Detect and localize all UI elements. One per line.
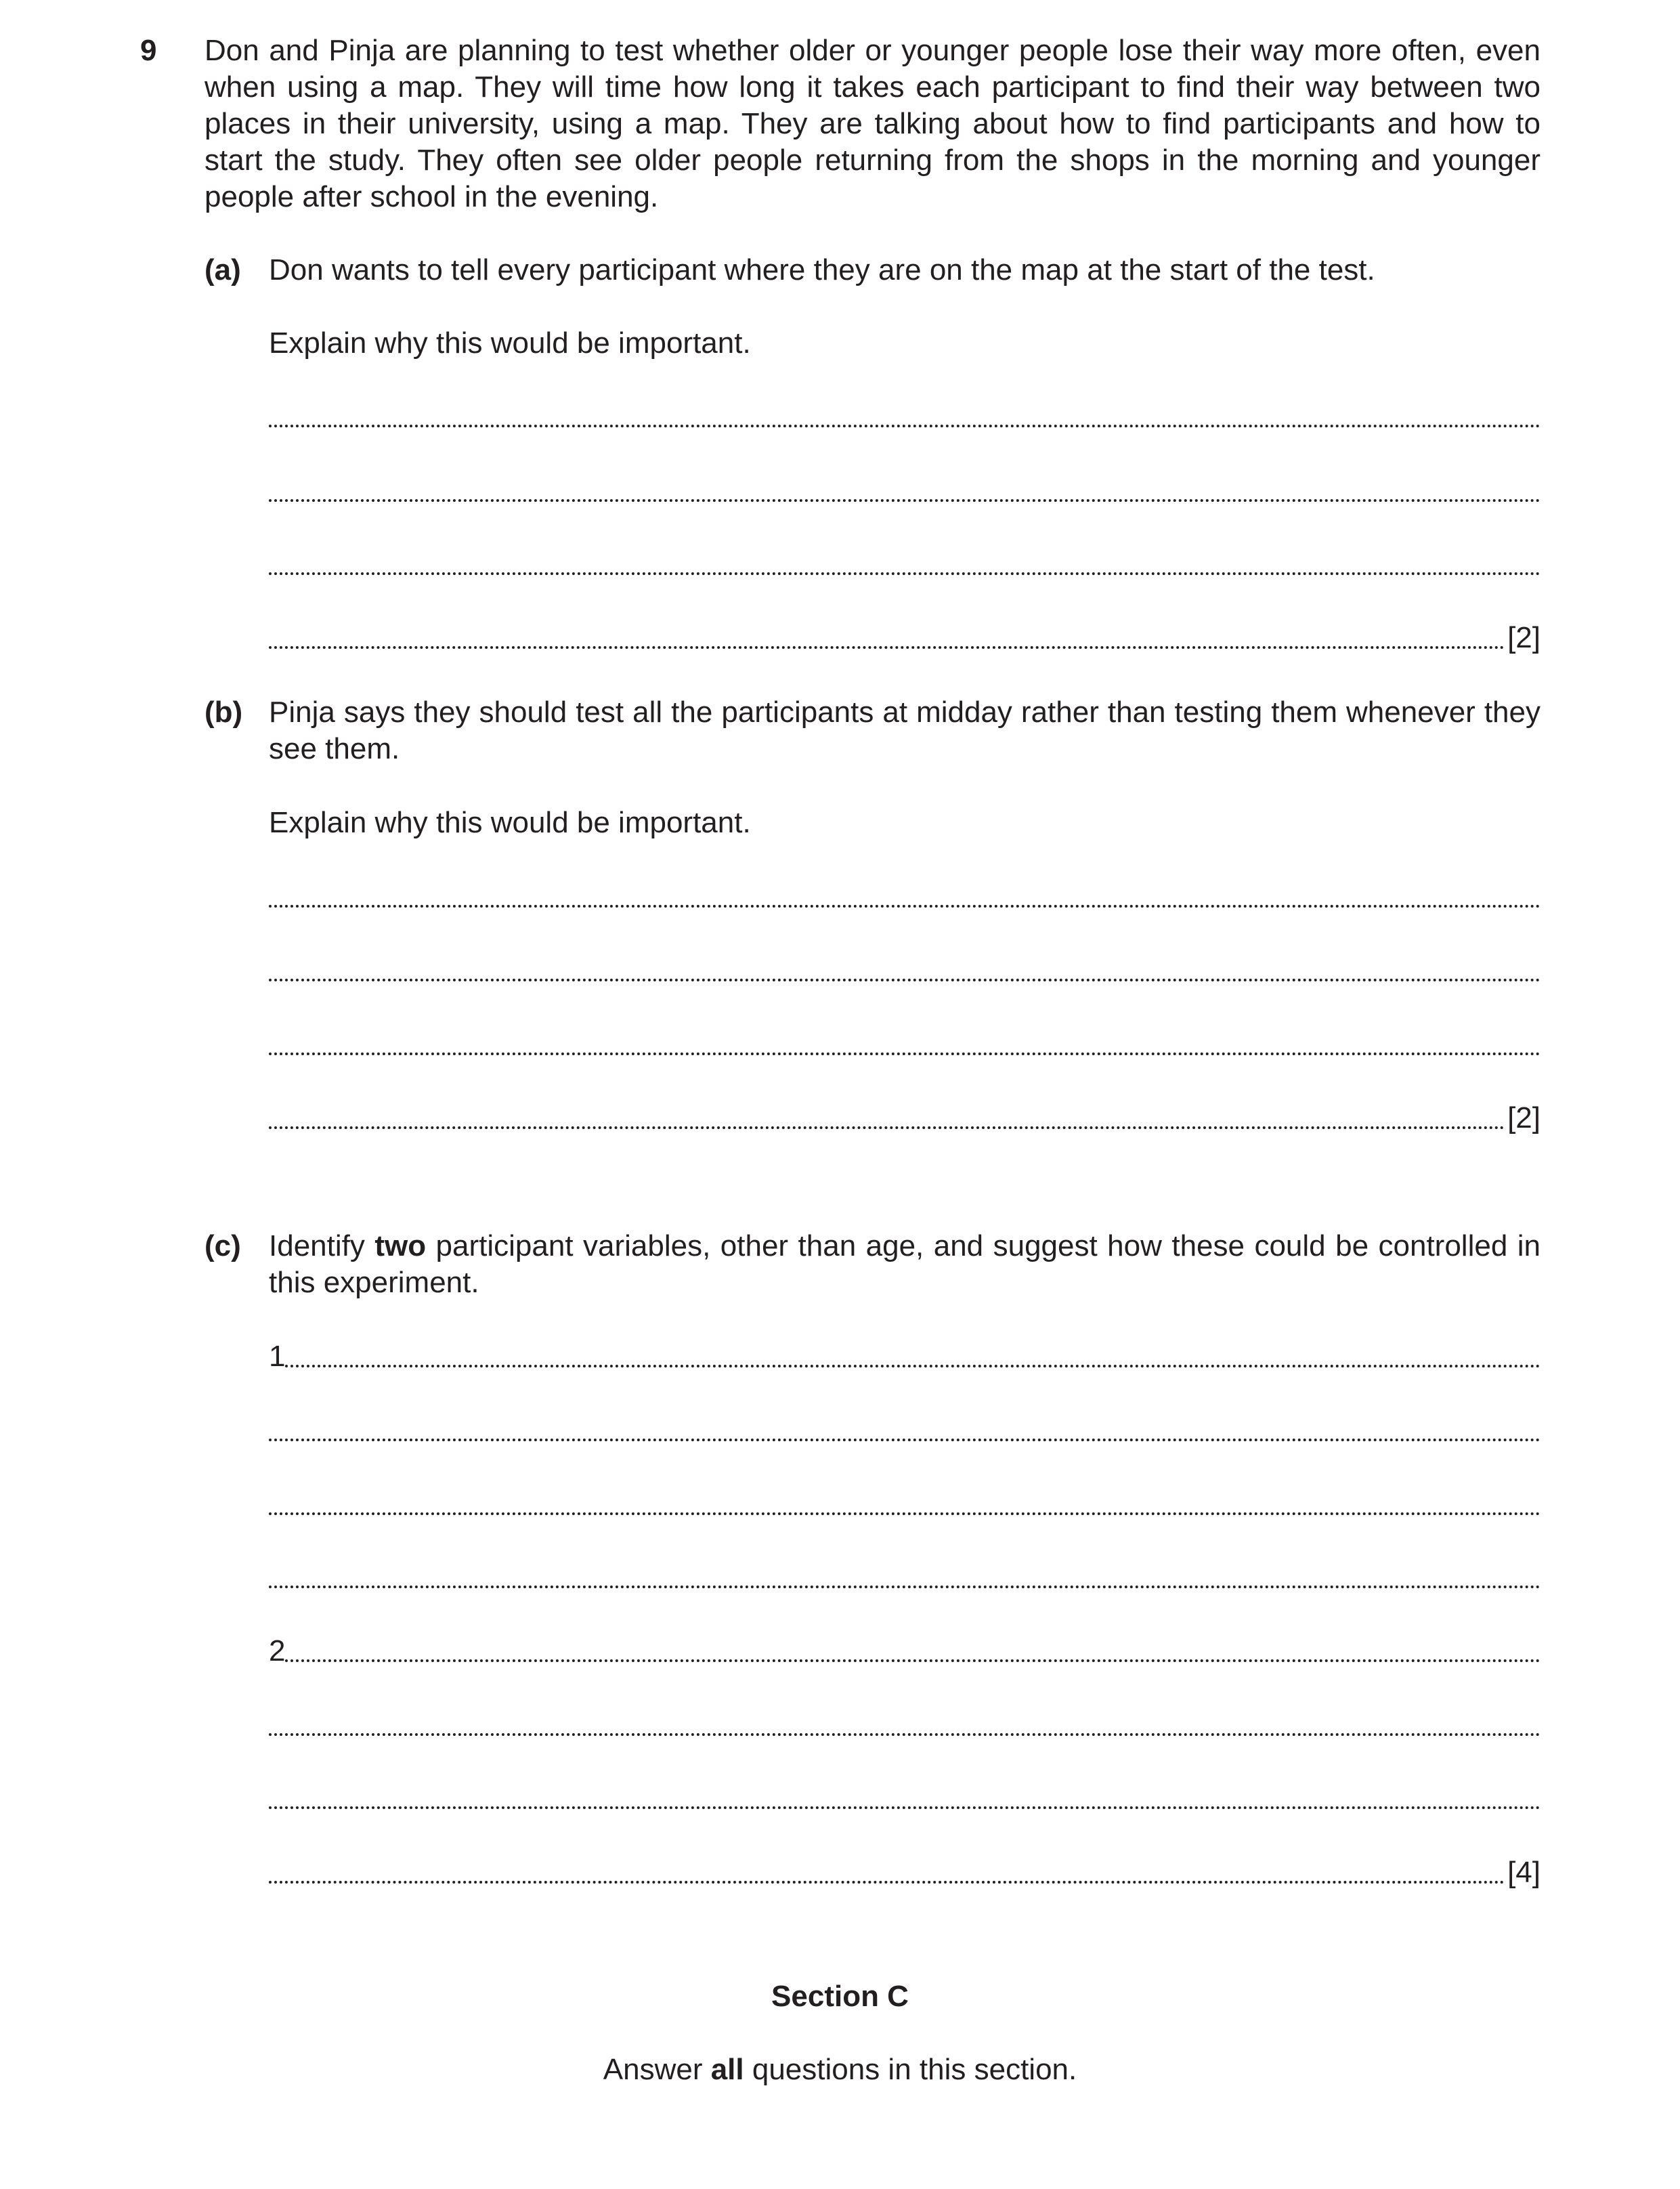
part-b-label: (b) <box>204 696 243 729</box>
section-emphasis: all <box>710 2053 744 2086</box>
part-c-label: (c) <box>204 1229 241 1262</box>
section-title: Section C <box>771 1980 909 2013</box>
part-a-marks: [2] <box>1507 621 1541 654</box>
question-number: 9 <box>140 34 157 67</box>
answer-line[interactable] <box>269 1486 1541 1523</box>
part-b-text: Pinja says they should test all the participants at midday rather than testing them whenever they see them. <box>269 696 1541 765</box>
part-b-marks: [2] <box>1507 1101 1541 1134</box>
part-b-prompt: Explain why this would be important. <box>269 806 751 839</box>
part-c-text: Identify two participant variables, other than age, and suggest how these could be controlled in this experiment. <box>269 1229 1541 1299</box>
answer-2-label: 2 <box>269 1634 286 1667</box>
answer-line[interactable] <box>269 398 1541 435</box>
answer-line[interactable] <box>269 546 1541 582</box>
answer-line[interactable] <box>269 1100 1541 1136</box>
section-instruction: Answer all questions in this section. <box>603 2053 1077 2086</box>
answer-1-label: 1 <box>269 1340 286 1373</box>
answer-line[interactable] <box>269 1854 1541 1891</box>
part-a-label: (a) <box>204 253 241 286</box>
answer-line[interactable] <box>269 1559 1541 1596</box>
answer-line[interactable] <box>269 620 1541 656</box>
answer-line[interactable] <box>269 952 1541 989</box>
answer-line-2[interactable] <box>269 1633 1541 1670</box>
part-a-prompt: Explain why this would be important. <box>269 326 751 360</box>
answer-line[interactable] <box>269 1707 1541 1743</box>
answer-line[interactable] <box>269 1412 1541 1449</box>
part-a-text: Don wants to tell every participant where they are on the map at the start of the test. <box>269 253 1375 286</box>
question-stem: Don and Pinja are planning to test whether older or younger people lose their way more often, even when using a map. They will time how long it takes each participant to find their way between two places in their university, using a map. They are talking about how to find participants and how to start the study. They often see older people returning from the shops in the morning and younger people after school in the evening. <box>204 34 1541 213</box>
part-c-marks: [4] <box>1507 1856 1541 1889</box>
answer-line[interactable] <box>269 473 1541 509</box>
answer-line[interactable] <box>269 878 1541 915</box>
answer-line[interactable] <box>269 1026 1541 1063</box>
part-c-emphasis: two <box>374 1229 427 1262</box>
answer-line-1[interactable] <box>269 1338 1541 1375</box>
answer-line[interactable] <box>269 1780 1541 1816</box>
